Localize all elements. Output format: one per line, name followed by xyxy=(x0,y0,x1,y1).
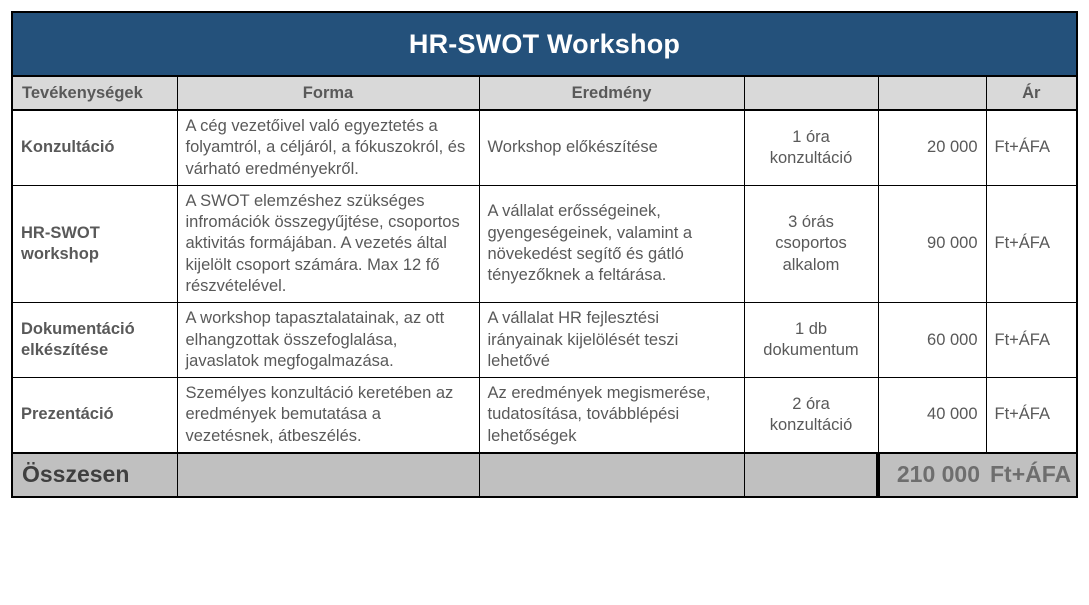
row-activity: HR-SWOT workshop xyxy=(12,185,177,302)
table-row xyxy=(12,185,1077,302)
row-amount: 60 000 xyxy=(878,303,986,378)
row-amount: 90 000 xyxy=(878,185,986,302)
row-result: Az eredmények megismerése, tudatosítása, továbblépési lehetőségek xyxy=(479,378,744,453)
table-row xyxy=(12,378,1077,453)
column-header-activity: Tevékenységek xyxy=(12,76,177,110)
row-quantity: 1 db dokumentum xyxy=(744,303,878,378)
row-activity: Konzultáció xyxy=(12,110,177,185)
row-result: A vállalat HR fejlesztési irányainak kijelölését teszi lehetővé xyxy=(479,303,744,378)
pricing-sheet xyxy=(11,11,1076,498)
row-currency: Ft+ÁFA xyxy=(986,110,1077,185)
row-result: Workshop előkészítése xyxy=(479,110,744,185)
total-row xyxy=(12,453,1077,497)
row-amount: 20 000 xyxy=(878,110,986,185)
total-quantity xyxy=(744,453,878,497)
title-row xyxy=(12,12,1077,76)
total-form xyxy=(177,453,479,497)
table-row xyxy=(12,303,1077,378)
row-currency: Ft+ÁFA xyxy=(986,185,1077,302)
column-header-amount xyxy=(878,76,986,110)
column-header-result: Eredmény xyxy=(479,76,744,110)
row-form: A workshop tapasztalatainak, az ott elhangzottak összefoglalása, javaslatok megfogalmazása. xyxy=(177,303,479,378)
row-result: A vállalat erősségeinek, gyengeségeinek, valamint a növekedést segítő és gátló tényezőknek a feltárása. xyxy=(479,185,744,302)
column-header-price: Ár xyxy=(986,76,1077,110)
row-quantity: 3 órás csoportos alkalom xyxy=(744,185,878,302)
row-currency: Ft+ÁFA xyxy=(986,303,1077,378)
pricing-table xyxy=(11,11,1078,498)
page-title: HR-SWOT Workshop xyxy=(12,12,1077,76)
column-header-form: Forma xyxy=(177,76,479,110)
column-header-quantity xyxy=(744,76,878,110)
row-form: Személyes konzultáció keretében az eredmények bemutatása a vezetésnek, átbeszélés. xyxy=(177,378,479,453)
row-quantity: 1 óra konzultáció xyxy=(744,110,878,185)
row-activity: Dokumentáció elkészítése xyxy=(12,303,177,378)
row-form: A cég vezetőivel való egyeztetés a folyamtról, a céljáról, a fókuszokról, és várható eredményekről. xyxy=(177,110,479,185)
total-label: Összesen xyxy=(12,453,177,497)
row-form: A SWOT elemzéshez szükséges infromációk összegyűjtése, csoportos aktivitás formájában. A vezetés által kijelölt csoport számára. Max 12 fő részvételével. xyxy=(177,185,479,302)
row-activity: Prezentáció xyxy=(12,378,177,453)
row-amount: 40 000 xyxy=(878,378,986,453)
total-result xyxy=(479,453,744,497)
row-quantity: 2 óra konzultáció xyxy=(744,378,878,453)
column-header-row xyxy=(12,76,1077,110)
table-row xyxy=(12,110,1077,185)
total-amount: 210 000 xyxy=(878,453,986,497)
total-currency: Ft+ÁFA xyxy=(986,453,1077,497)
row-currency: Ft+ÁFA xyxy=(986,378,1077,453)
